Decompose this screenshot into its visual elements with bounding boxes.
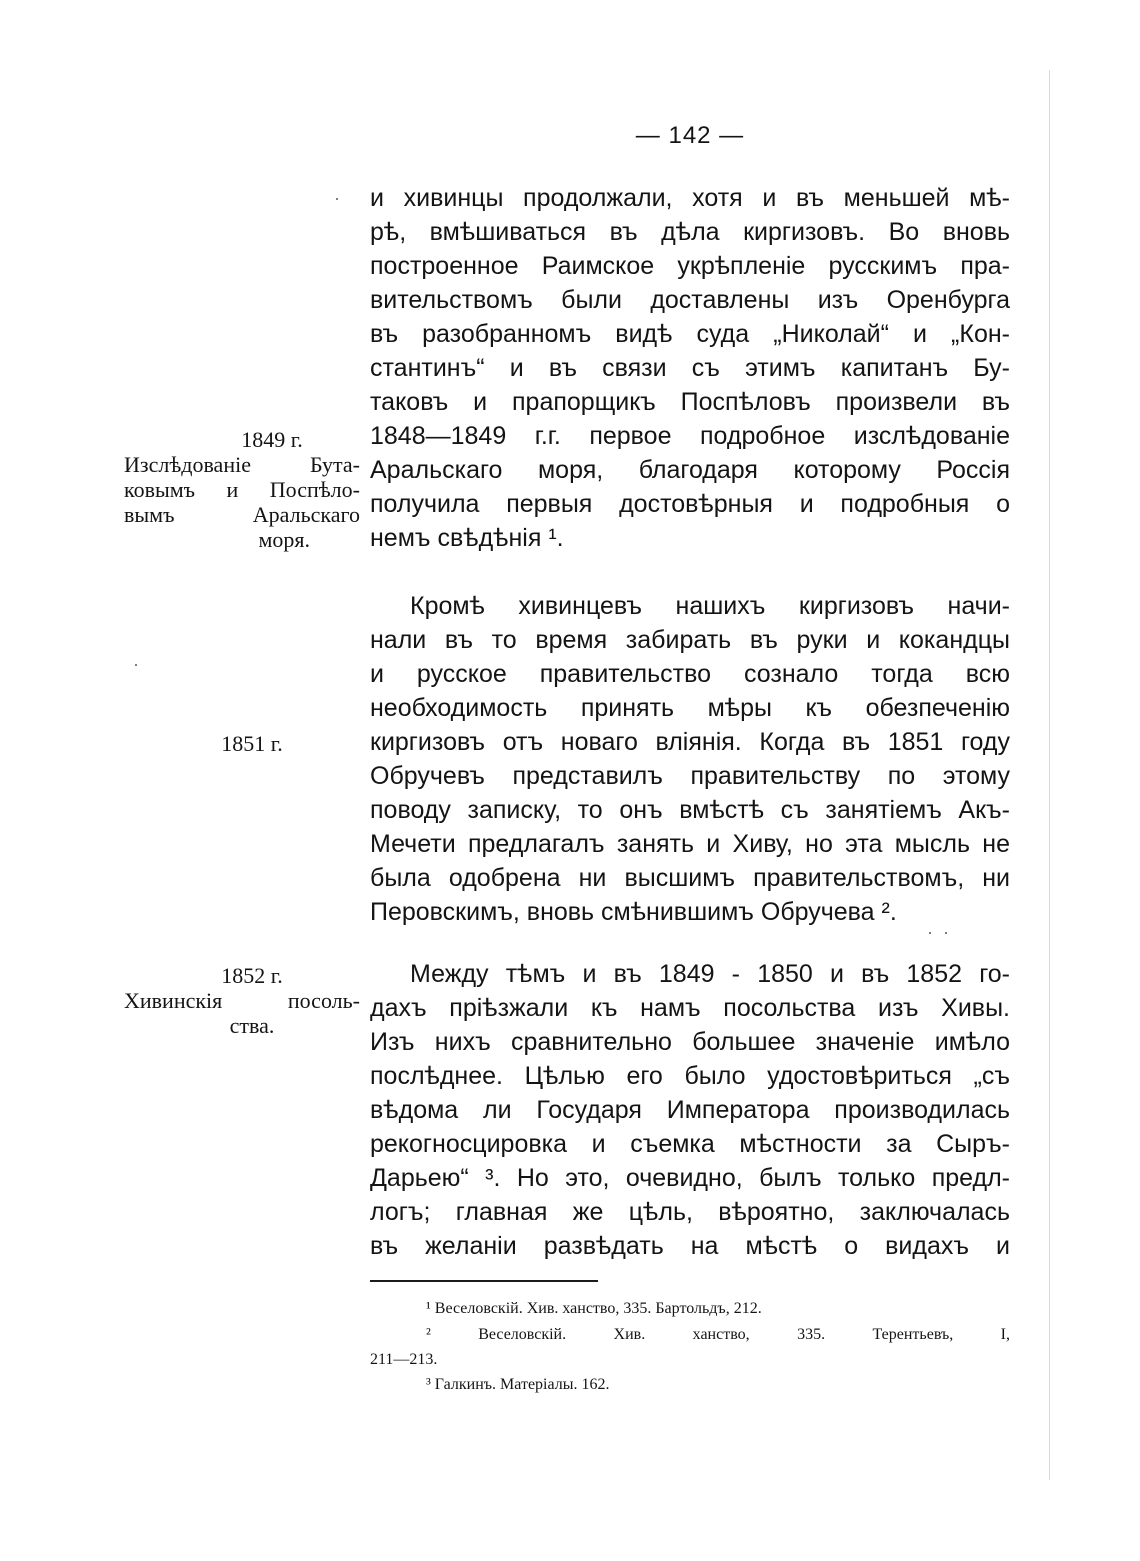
body-line: вѣдома ли Государя Императора производилась: [370, 1096, 1010, 1124]
body-line: Дарьею“ ³. Но это, очевидно, былъ только предл-: [370, 1164, 1010, 1192]
footnote-3: ³ Галкинъ. Матеріалы. 162.: [426, 1376, 610, 1393]
body-line: получила первыя достовѣрныя и подробныя о: [370, 490, 1010, 518]
margin-note-line: Хивинскія посоль-: [124, 988, 360, 1013]
margin-note-line: Изслѣдованіе Бута-: [124, 452, 360, 477]
body-line: Мечети предлагалъ занять и Хиву, но эта мысль не: [370, 830, 1010, 858]
footnote-2: ² Веселовскій. Хив. ханство, 335. Терентьевъ, I,: [426, 1326, 1010, 1343]
scan-edge-line: [1049, 70, 1050, 1480]
body-line: въ разобранномъ видѣ суда „Николай“ и „Кон-: [370, 320, 1010, 348]
body-line: рекогносцировка и съемка мѣстности за Сыръ-: [370, 1130, 1010, 1158]
margin-note-1851: [124, 731, 360, 756]
footnote-2-continuation: 211—213.: [370, 1351, 438, 1368]
body-line: была одобрена ни высшимъ правительствомъ, ни: [370, 864, 1010, 892]
scan-speck: [336, 198, 338, 200]
scan-speck: [945, 932, 947, 934]
margin-note-1849: [124, 427, 360, 552]
body-line: дахъ пріѣзжали къ намъ посольства изъ Хивы.: [370, 994, 1010, 1022]
body-line: киргизовъ отъ новаго вліянія. Когда въ 1851 году: [370, 728, 1010, 756]
margin-note-line: ковымъ и Поспѣло-: [124, 477, 360, 502]
footnote-1: ¹ Веселовскій. Хив. ханство, 335. Бартольдъ, 212.: [426, 1300, 762, 1317]
body-line: и русское правительство сознало тогда всю: [370, 660, 1010, 688]
body-line: необходимость принять мѣры къ обезпеченію: [370, 694, 1010, 722]
body-line: вительствомъ были доставлены изъ Оренбурга: [370, 286, 1010, 314]
body-line: поводу записку, то онъ вмѣстѣ съ занятіемъ Акъ-: [370, 796, 1010, 824]
margin-note-year: 1852 г.: [221, 963, 283, 988]
body-line: въ желаніи развѣдать на мѣстѣ о видахъ и: [370, 1232, 1010, 1260]
body-line: стантинъ“ и въ связи съ этимъ капитанъ Бу-: [370, 354, 1010, 382]
margin-note-line: вымъ Аральскаго: [124, 502, 360, 527]
footnote-separator: [370, 1280, 598, 1282]
margin-note-line: моря.: [258, 527, 310, 552]
body-line: 1848—1849 г.г. первое подробное изслѣдованіе: [370, 422, 1010, 450]
body-line: Перовскимъ, вновь смѣнившимъ Обручева ².: [370, 898, 897, 926]
body-line: Кромѣ хивинцевъ нашихъ киргизовъ начи-: [410, 592, 1010, 620]
body-line: логъ; главная же цѣль, вѣроятно, заключалась: [370, 1198, 1010, 1226]
body-line: рѣ, вмѣшиваться въ дѣла киргизовъ. Во вновь: [370, 218, 1010, 246]
body-line: Обручевъ представилъ правительству по этому: [370, 762, 1010, 790]
margin-note-line: ства.: [229, 1013, 275, 1038]
margin-note-1852: [124, 963, 360, 1038]
body-line: послѣднее. Цѣлью его было удостовѣриться „съ: [370, 1062, 1010, 1090]
body-line: Аральскаго моря, благодаря которому Россія: [370, 456, 1010, 484]
body-line: нали въ то время забирать въ руки и кокандцы: [370, 626, 1010, 654]
body-line: Изъ нихъ сравнительно большее значеніе имѣло: [370, 1028, 1010, 1056]
body-line: немъ свѣдѣнія ¹.: [370, 524, 564, 552]
page-number: — 142 —: [635, 122, 745, 149]
body-line: таковъ и прапорщикъ Поспѣловъ произвели въ: [370, 388, 1010, 416]
margin-note-year: 1851 г.: [221, 731, 283, 756]
body-line: построенное Раимское укрѣпленіе русскимъ пра-: [370, 252, 1010, 280]
margin-note-year: 1849 г.: [241, 427, 303, 452]
scan-speck: [929, 932, 931, 934]
scan-speck: [135, 664, 137, 666]
body-line: Между тѣмъ и въ 1849 - 1850 и въ 1852 го-: [410, 960, 1010, 988]
body-line: и хивинцы продолжали, хотя и въ меньшей мѣ-: [370, 184, 1010, 212]
